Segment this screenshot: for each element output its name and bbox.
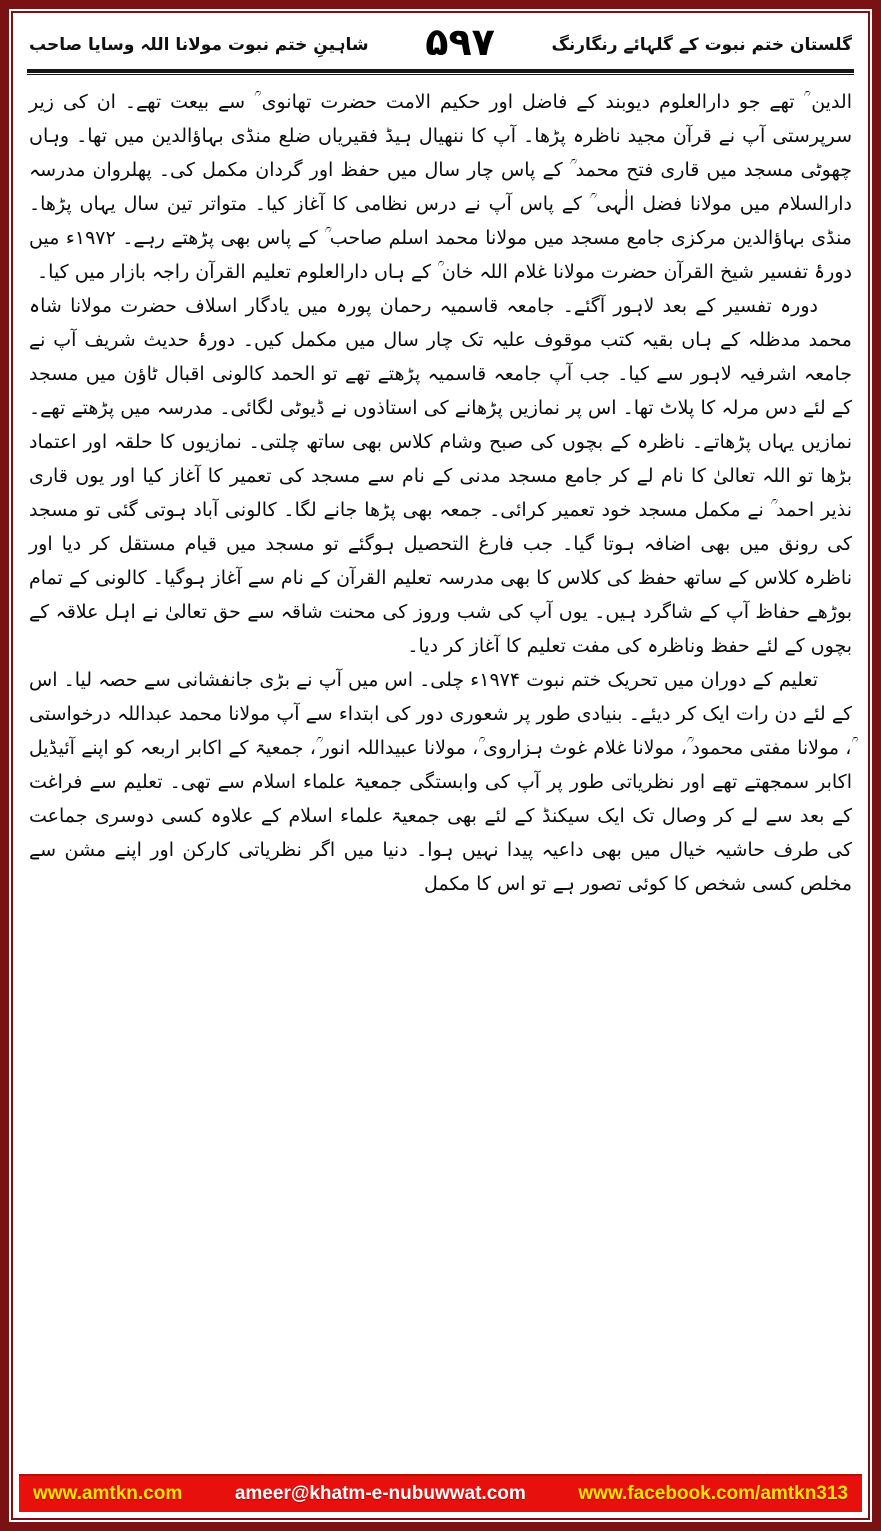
book-page	[9, 9, 872, 1522]
website-url: www.amtkn.com	[33, 1483, 183, 1504]
page-number: ۵۹۷	[425, 20, 495, 64]
paragraph: الدین ؒ تھے جو دارالعلوم دیوبند کے فاضل اور حکیم الامت حضرت تھانوی ؒ سے بیعت تھے۔ ان کی زیر سرپرستی آپ نے قرآن مجید ناظرہ پڑھا۔ آپ کا ننھیال ہیڈ فقیریاں ضلع منڈی بہاؤالدین میں تھا۔ وہاں چھوٹی مسجد میں قاری فتح محمد ؒ کے پاس چار سال میں حفظ اور گردان مکمل کی۔ پھلروان مدرسہ دارالسلام میں مولانا فضل الٰہی ؒ کے پاس آپ نے درس نظامی کا آغاز کیا۔ متواتر تین سال یہاں پڑھا۔ منڈی بہاؤالدین مرکزی جامع مسجد میں مولانا محمد اسلم صاحب ؒ کے پاس بھی پڑھتے رہے۔ ۱۹۷۲ء میں دورۂ تفسیر شیخ القرآن حضرت مولانا غلام اللہ خان ؒ کے ہاں دارالعلوم تعلیم القرآن راجہ بازار میں کیا۔	[29, 91, 853, 283]
facebook-url: www.facebook.com/amtkn313	[578, 1483, 848, 1504]
paragraph: تعلیم کے دوران میں تحریک ختم نبوت ۱۹۷۴ء چلی۔ اس میں آپ نے بڑی جانفشانی سے حصہ لیا۔ اس کے لئے دن رات ایک کر دیئے۔ بنیادی طور پر شعوری دور کی ابتداء سے آپ مولانا محمد عبداللہ درخواستی ؒ، مولانا مفتی محمود ؒ، مولانا غلام غوث ہزاروی ؒ، مولانا عبیداللہ انور ؒ، جمعیۃ کے اکابر اربعہ کو اپنے آئیڈیل اکابر سمجھتے تھے اور نظریاتی طور پر آپ کی وابستگی جمعیۃ علماء اسلام سے تھی۔ تعلیم سے فراغت کے بعد سے لے کر وصال تک ایک سیکنڈ کے لئے بھی جمعیۃ علماء اسلام کے علاوہ کسی دوسری جماعت کی طرف حاشیہ خیال میں بھی داعیہ پیدا نہیں ہوا۔ دنیا میں اگر نظریاتی کارکن اور اپنے مشن سے مخلص کسی شخص کا کوئی تصور ہے تو اس کا مکمل	[29, 669, 852, 895]
paragraph: دورہ تفسیر کے بعد لاہور آگئے۔ جامعہ قاسمیہ رحمان پورہ میں یادگار اسلاف حضرت مولانا شاہ محمد مدظلہ کے ہاں بقیہ کتب موقوف علیہ تک چار سال میں مکمل کیں۔ دورۂ حدیث شریف آپ نے جامعہ اشرفیہ لاہور سے کیا۔ جب آپ جامعہ قاسمیہ پڑھتے تھے تو الحمد کالونی اقبال ٹاؤن میں مسجد کے لئے دس مرلہ کا پلاٹ تھا۔ اس پر نمازیں پڑھانے کی استاذوں نے ڈیوٹی لگائی۔ مدرسہ میں پڑھتے تھے۔ نمازیں یہاں پڑھاتے۔ ناظرہ کے بچوں کی صبح وشام کلاس بھی ساتھ چلتی۔ نمازیوں کا حلقہ اور اعتماد بڑھا تو اللہ تعالیٰ کا نام لے کر جامع مسجد مدنی کے نام سے مسجد کی تعمیر کا آغاز کیا اور یوں قاری نذیر احمد ؒ نے مکمل مسجد خود تعمیر کرائی۔ جمعہ بھی پڑھا جانے لگا۔ کالونی آباد ہوتی گئی تو مسجد کی رونق میں بھی اضافہ ہوتا گیا۔ جب فارغ التحصیل ہوگئے تو مسجد میں قیام مستقل کر دیا اور ناظرہ کلاس کے ساتھ حفظ کی کلاس کا بھی مدرسہ تعلیم القرآن کے نام سے آغاز ہوگیا۔ کالونی کے تمام بوڑھے حفاظ آپ کے شاگرد ہیں۔ یوں آپ کی شب وروز کی محنت شاقہ سے حق تعالیٰ نے اہل علاقہ کے بچوں کے لئے حفظ وناظرہ کی مفت تعلیم کا آغاز کر دیا۔	[29, 295, 852, 657]
header-right-title: گلستان ختم نبوت کے گلہائے رنگارنگ	[551, 34, 852, 55]
header-left-title: شاہینِ ختم نبوت مولانا اللہ وسایا صاحب	[29, 34, 369, 55]
footer-bar	[19, 1474, 862, 1512]
body-text	[23, 85, 858, 1450]
header-divider	[27, 69, 854, 75]
page-header	[23, 19, 858, 67]
email-address: ameer@khatm-e-nubuwwat.com	[234, 1483, 526, 1504]
